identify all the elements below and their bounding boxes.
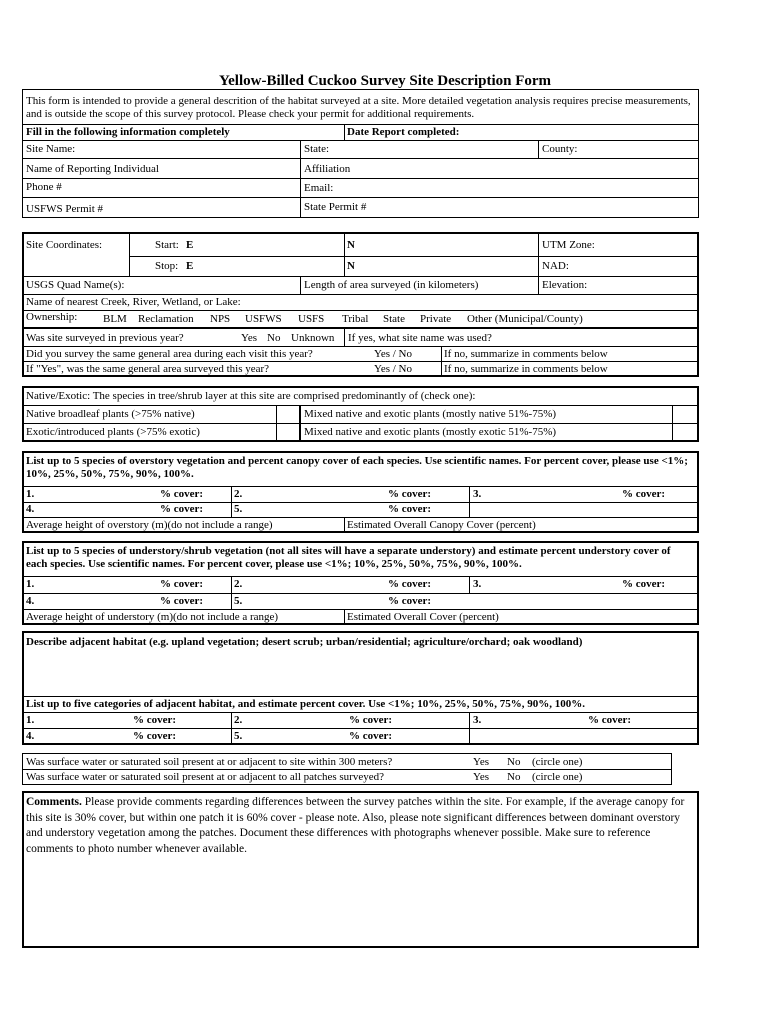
same-area-yes-no[interactable]: Yes / No <box>374 348 413 360</box>
comments-text: Please provide comments regarding differences between the survey patches within the site. For example, if the average canopy for this site is 30% cover, but within one patch it is 60% cover - please note. Also, please note significant differences between dominant overstory and understory vegetation among the patches. Document these differences with photographs whenever possible. Make sure to reference comments to photo number whenever available. <box>26 796 685 855</box>
elevation-field[interactable]: Elevation: <box>542 279 588 291</box>
usfws-permit-field[interactable]: USFWS Permit # <box>26 203 104 215</box>
ownership-usfws[interactable]: USFWS <box>245 313 282 325</box>
previous-year-unknown[interactable]: Unknown <box>291 332 335 344</box>
adjacent-2-field[interactable]: 2. <box>234 714 243 726</box>
overstory-5-field[interactable]: 5. <box>234 503 243 515</box>
water-300m-yes[interactable]: Yes <box>473 756 490 768</box>
previous-year-question: Was site surveyed in previous year? <box>26 332 184 344</box>
ownership-other[interactable]: Other (Municipal/County) <box>467 313 583 325</box>
adjacent-4-field[interactable]: 4. <box>26 730 35 742</box>
phone-field[interactable]: Phone # <box>26 181 62 193</box>
native-exotic-header: Native/Exotic: The species in tree/shrub layer at this site are comprised predominantly of (check one): <box>26 390 476 402</box>
ownership-nps[interactable]: NPS <box>210 313 231 325</box>
adjacent-3-cover[interactable]: % cover: <box>588 714 632 726</box>
water-all-patches-question: Was surface water or saturated soil present at or adjacent to all patches surveyed? <box>26 771 384 783</box>
adjacent-habitat-description-field[interactable]: Describe adjacent habitat (e.g. upland vegetation; desert scrub; urban/residential; agriculture/orchard; oak woodland) <box>26 636 583 648</box>
nearest-water-field[interactable]: Name of nearest Creek, River, Wetland, or Lake: <box>26 296 241 308</box>
overstory-2-cover[interactable]: % cover: <box>388 488 432 500</box>
ownership-reclamation[interactable]: Reclamation <box>138 313 194 325</box>
understory-5-field[interactable]: 5. <box>234 595 243 607</box>
understory-4-cover[interactable]: % cover: <box>160 595 204 607</box>
same-as-last-question: If "Yes", was the same general area surveyed this year? <box>26 363 270 375</box>
ownership-tribal[interactable]: Tribal <box>342 313 369 325</box>
same-area-if-no: If no, summarize in comments below <box>444 348 608 360</box>
nad-field[interactable]: NAD: <box>542 260 569 272</box>
start-e-field[interactable]: E <box>186 239 194 251</box>
exotic-introduced-option: Exotic/introduced plants (>75% exotic) <box>26 426 200 438</box>
start-label: Start: <box>155 239 179 251</box>
water-all-circle-note: (circle one) <box>532 771 583 783</box>
water-all-no[interactable]: No <box>507 771 521 783</box>
adjacent-5-cover[interactable]: % cover: <box>349 730 393 742</box>
overall-understory-cover-field[interactable]: Estimated Overall Cover (percent) <box>347 611 499 623</box>
overstory-avg-height-field[interactable]: Average height of overstory (m)(do not include a range) <box>26 519 273 531</box>
adjacent-1-cover[interactable]: % cover: <box>133 714 177 726</box>
water-all-yes[interactable]: Yes <box>473 771 490 783</box>
overstory-4-cover[interactable]: % cover: <box>160 503 204 515</box>
utm-zone-field[interactable]: UTM Zone: <box>542 239 595 251</box>
stop-n-field[interactable]: N <box>347 260 355 272</box>
date-report-label: Date Report completed: <box>347 126 460 138</box>
length-surveyed-field[interactable]: Length of area surveyed (in kilometers) <box>304 279 479 291</box>
overstory-5-cover[interactable]: % cover: <box>388 503 432 515</box>
understory-1-cover[interactable]: % cover: <box>160 578 204 590</box>
understory-header: List up to 5 species of understory/shrub vegetation (not all sites will have a separate understory) and estimate percent understory cover of each species. Use scientific names. For percent cover, please use <1%; 10%, 25%, 50%, 75%, 90%, 100%. <box>26 545 671 571</box>
start-n-field[interactable]: N <box>347 239 355 251</box>
ownership-private[interactable]: Private <box>420 313 452 325</box>
reporting-individual-field[interactable]: Name of Reporting Individual <box>26 163 159 175</box>
adjacent-2-cover[interactable]: % cover: <box>349 714 393 726</box>
state-permit-field[interactable]: State Permit # <box>304 201 367 213</box>
understory-avg-height-field[interactable]: Average height of understory (m)(do not include a range) <box>26 611 279 623</box>
understory-1-field[interactable]: 1. <box>26 578 35 590</box>
understory-2-field[interactable]: 2. <box>234 578 243 590</box>
overall-canopy-cover-field[interactable]: Estimated Overall Canopy Cover (percent) <box>347 519 536 531</box>
native-broadleaf-checkbox[interactable] <box>276 406 300 423</box>
affiliation-field[interactable]: Affiliation <box>304 163 351 175</box>
overstory-3-cover[interactable]: % cover: <box>622 488 666 500</box>
understory-3-field[interactable]: 3. <box>473 578 482 590</box>
previous-year-yes[interactable]: Yes <box>241 332 258 344</box>
county-field[interactable]: County: <box>542 143 578 155</box>
ownership-blm[interactable]: BLM <box>103 313 127 325</box>
overstory-header: List up to 5 species of overstory vegetation and percent canopy cover of each species. Use scientific names. For percent cover, please use <1%; 10%, 25%, 50%, 75%, 90%, 100%. <box>26 455 688 481</box>
overstory-1-field[interactable]: 1. <box>26 488 35 500</box>
water-300m-circle-note: (circle one) <box>532 756 583 768</box>
mixed-native-checkbox[interactable] <box>672 406 697 423</box>
adjacent-categories-header: List up to five categories of adjacent habitat, and estimate percent cover. Use <1%; 10%, 25%, 50%, 75%, 90%, 100%. <box>26 698 585 710</box>
adjacent-4-cover[interactable]: % cover: <box>133 730 177 742</box>
comments-label: Comments. <box>26 796 82 808</box>
exotic-introduced-checkbox[interactable] <box>276 424 300 440</box>
ownership-usfs[interactable]: USFS <box>298 313 325 325</box>
water-300m-question: Was surface water or saturated soil present at or adjacent to site within 300 meters? <box>26 756 393 768</box>
same-as-last-if-no: If no, summarize in comments below <box>444 363 608 375</box>
native-broadleaf-option: Native broadleaf plants (>75% native) <box>26 408 195 420</box>
understory-5-cover[interactable]: % cover: <box>388 595 432 607</box>
understory-2-cover[interactable]: % cover: <box>388 578 432 590</box>
mixed-exotic-option: Mixed native and exotic plants (mostly exotic 51%-75%) <box>304 426 557 438</box>
mixed-native-option: Mixed native and exotic plants (mostly native 51%-75%) <box>304 408 557 420</box>
ownership-label: Ownership: <box>26 311 78 323</box>
overstory-1-cover[interactable]: % cover: <box>160 488 204 500</box>
adjacent-1-field[interactable]: 1. <box>26 714 35 726</box>
overstory-4-field[interactable]: 4. <box>26 503 35 515</box>
same-area-question: Did you survey the same general area during each visit this year? <box>26 348 313 360</box>
stop-e-field[interactable]: E <box>186 260 194 272</box>
understory-4-field[interactable]: 4. <box>26 595 35 607</box>
form-title: Yellow-Billed Cuckoo Survey Site Description Form <box>218 73 552 89</box>
overstory-2-field[interactable]: 2. <box>234 488 243 500</box>
site-coordinates-label: Site Coordinates: <box>26 239 103 251</box>
overstory-3-field[interactable]: 3. <box>473 488 482 500</box>
intro-text: This form is intended to provide a general descrition of the habitat surveyed at a site. More detailed vegetation analysis requires precise measurements, and is outside the scope of this survey protocol. Please check your permit for additional requirements. <box>26 95 691 121</box>
same-as-last-yes-no[interactable]: Yes / No <box>374 363 413 375</box>
email-field[interactable]: Email: <box>304 182 334 194</box>
understory-3-cover[interactable]: % cover: <box>622 578 666 590</box>
mixed-exotic-checkbox[interactable] <box>672 424 697 440</box>
site-name-field[interactable]: Site Name: <box>26 143 76 155</box>
stop-label: Stop: <box>155 260 179 272</box>
adjacent-5-field[interactable]: 5. <box>234 730 243 742</box>
water-300m-no[interactable]: No <box>507 756 521 768</box>
previous-year-no[interactable]: No <box>267 332 281 344</box>
usgs-quad-field[interactable]: USGS Quad Name(s): <box>26 279 125 291</box>
adjacent-3-field[interactable]: 3. <box>473 714 482 726</box>
ownership-state[interactable]: State <box>383 313 405 325</box>
site-name-used-field[interactable]: If yes, what site name was used? <box>348 332 492 344</box>
fill-label: Fill in the following information completely <box>26 126 230 138</box>
state-field[interactable]: State: <box>304 143 330 155</box>
comments-instructions <box>26 795 694 857</box>
